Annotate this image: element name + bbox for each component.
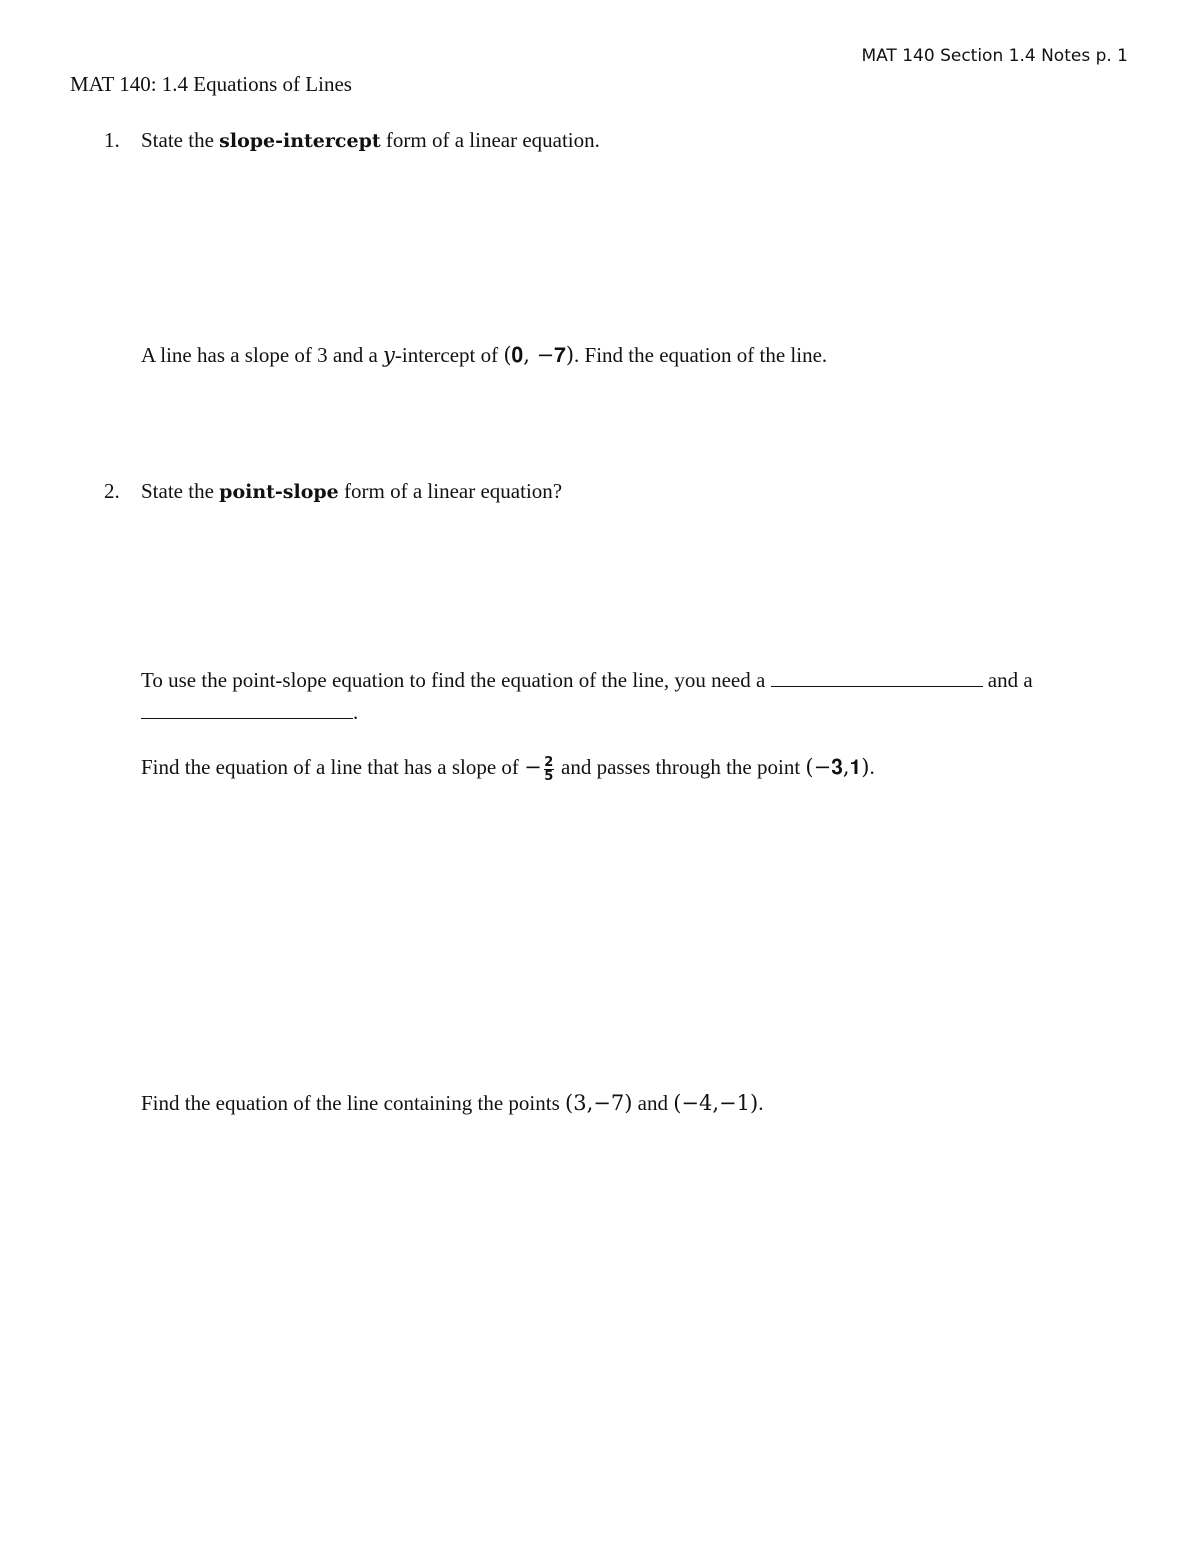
question-1-number: 1. (104, 128, 120, 152)
two-points-problem (141, 1091, 763, 1116)
fraction-two-fifths (544, 756, 554, 783)
question-1-suffix: form of a linear equation. (380, 128, 600, 152)
fraction-numerator: 2 (544, 754, 554, 770)
minus-sign: − (524, 755, 542, 779)
need-statement-line-2 (141, 700, 358, 725)
question-1-subproblem (141, 343, 827, 368)
need-and: and a (982, 668, 1033, 692)
question-1-text (141, 128, 600, 153)
question-2-text (141, 479, 562, 504)
point-neg3-1: (−𝟑,𝟏) (805, 755, 870, 779)
slope-problem-prefix: Find the equation of a line that has a slope of (141, 755, 525, 779)
question-1-prefix: State the (141, 128, 220, 152)
fraction-denominator: 5 (544, 768, 554, 784)
term-slope-intercept: slope-intercept (219, 130, 381, 152)
page-header: MAT 140 Section 1.4 Notes p. 1 (861, 46, 1128, 66)
question-2-suffix: form of a linear equation? (338, 479, 563, 503)
question-2-prefix: State the (141, 479, 220, 503)
slope-problem-suffix: . (869, 755, 875, 779)
need-prefix: To use the point-slope equation to find the equation of the line, you need a (141, 668, 771, 692)
variable-y: y (383, 343, 395, 367)
subproblem-mid: -intercept of (394, 343, 504, 367)
point-3-neg7: (3,−7) (565, 1091, 633, 1115)
two-points-suffix: . (758, 1091, 764, 1115)
question-2-number: 2. (104, 479, 120, 503)
point-0-neg7: (𝟎, −𝟕) (503, 343, 575, 367)
two-points-and: and (632, 1091, 674, 1115)
need-statement (141, 668, 1033, 693)
need-end: . (353, 700, 359, 724)
answer-blank-2[interactable] (141, 717, 353, 719)
term-point-slope: point-slope (219, 481, 339, 503)
subproblem-suffix: . Find the equation of the line. (574, 343, 828, 367)
subproblem-prefix: A line has a slope of 3 and a (141, 343, 384, 367)
point-neg4-neg1: (−4,−1) (673, 1091, 759, 1115)
two-points-prefix: Find the equation of the line containing the points (141, 1091, 566, 1115)
document-title: MAT 140: 1.4 Equations of Lines (70, 72, 352, 96)
slope-problem (141, 755, 875, 783)
slope-problem-mid: and passes through the point (555, 755, 806, 779)
answer-blank-1[interactable] (771, 685, 983, 687)
